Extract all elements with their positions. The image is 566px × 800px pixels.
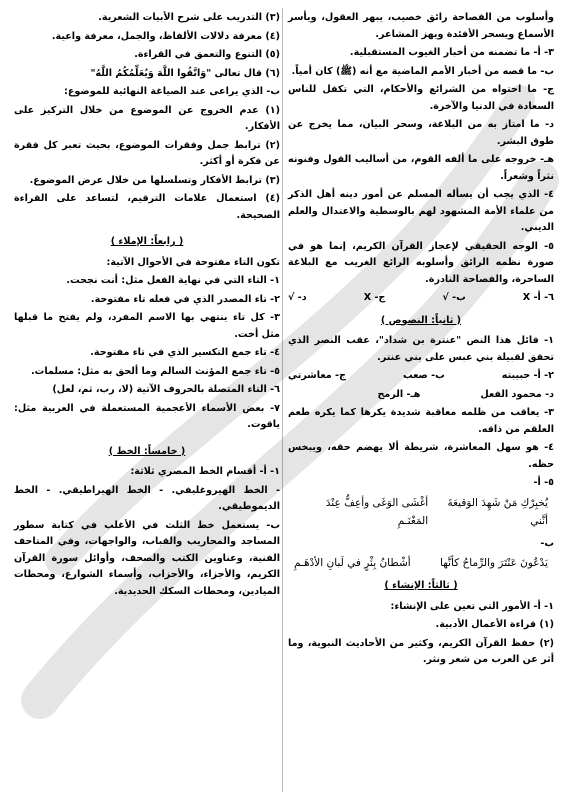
verse-1 [288,494,554,530]
s3-b1: (١) عدم الخروج عن الموضوع من خلال التركيز على الأفكار. [14,104,280,132]
s2-q3: ٣- يعاقب من ظلمه معاقبة شديدة يكرها كما يكره طعم العلقم من ذاقه. [288,407,554,435]
q6-c: ج- X [363,292,386,303]
q3d: د- ما امتاز به من البلاغة، وسحر البيان، مما يخرج عن طوق البشر. [288,119,554,147]
verse-2 [288,554,554,572]
s2-q4: ٤- هو سهل المعاشرة، شريطة ألا يهضم حقه، ويبخس حظه. [288,442,554,470]
section-heading-calligraphy: ( خامساً: الخط ) [108,445,186,457]
right-column [288,10,554,671]
s2-q5b-label: ب- [540,537,554,549]
s3-item6: (٦) قال تعالى "وَاتَّقُوا اللَّهَ وَيُعَلِّمُكُمُ اللَّهُ" [90,67,280,79]
s4-3: ٣- كل تاء ينتهي بها الاسم المفرد، ولم يفتح ما قبلها مثل أخت. [14,312,280,340]
s3-item5: (٥) التنوع والتعمق في القراءة. [134,49,280,60]
s2-q5-label: ٥- أ- [533,477,554,488]
s4-intro: تكون التاء مفتوحة في الأحوال الآتية: [106,256,280,268]
s2-q2-row2 [288,387,554,404]
verse-1-second-half: أغْشَى الوَغَى وأعِفُّ عِنْدَ المَغْنَـمِ [325,496,429,527]
section-heading-composition: ( ثالثاً: الإنشاء ) [384,580,458,592]
q3c: ج- ما احتواه من الشرائع والأحكام، التي تكفل للناس السعادة في الدنيا والآخرة. [288,84,554,112]
s4-6: ٦- التاء المتصلة بالحروف الآتية (لا، رب، ثم، لعل) [52,384,280,395]
q6-a: ٦- أ- X [522,292,554,303]
s5-a: ١- أ- أقسام الخط المصري ثلاثة: [130,466,280,477]
s4-7: ٧- بعض الأسماء الأعجمية المستعملة في العربية مثل: ياقوت. [14,402,280,430]
s3-b: ب- الذي يراعى عند الصياغة النهائية للموضوع: [64,86,280,97]
s4-1: ١- التاء التي في نهاية الفعل مثل: أنت نجحت. [66,275,280,286]
s4-4: ٤- تاء جمع التكسير الذي في تاء مفتوحة. [90,347,280,358]
verse-2-second-half: أشْطانُ بِئْرٍ في لَبانِ الأدْهَـمِ [294,557,411,570]
q3e: هـ- خروجه على ما ألفه القوم، من أساليب القول وفنونه نثراً وشعراً. [288,154,554,182]
verse-2-first-half: يَدْعُونَ عَنْتَرَ والرِّماحُ كأنَّها [440,557,548,570]
s5-b: ب- يستعمل خط الثلث في الأغلب في كتابة سطور المساجد والمحاريب والقباب، والواجهات، وفي المتاحف الفنية، وعناوين الكتب والصحف، وأوائل سورة القرآن الكريم، والأجزاء، والأحزاب، وأسماء الشوارع، ومحطات الميادين، ومحطات السكك الحديدية. [14,519,280,597]
section-heading-dictation: ( رابعاً: الإملاء ) [110,236,184,247]
s3-b4: (٤) استعمال علامات الترقيم، لتساعد على القراءة الصحيحة. [14,193,280,221]
s4-2: ٢- تاء المصدر الذي في فعله تاء مفتوحة. [90,293,280,305]
section-heading-texts: ( ثانياً: النصوص ) [380,314,462,326]
q3a: ٣- أ- ما تضمنه من أخبار الغيوب المستقبلية. [349,47,554,58]
s2-q2-row1 [288,368,554,385]
q4: ٤- الذي يجب أن يسأله المسلم عن أمور دينه أهل الذكر من علماء الأمة المشهود لهم بالوسطية والاعتدال والعلم الديني. [288,189,554,233]
s3-q1: ١- أ- الأمور التي تعين على الإنشاء: [390,600,554,612]
s3-b2: (٢) ترابط جمل وفقرات الموضوع، بحيث تعبر كل فقرة عن فكرة أو أكثر. [14,139,280,167]
column-divider [282,8,283,792]
s3-b3: (٣) ترابط الأفكار وتسلسلها من خلال عرض الموضوع. [29,174,280,186]
s2-q2-a: ٢- أ- حبيبته [501,370,554,381]
s3-item1: (١) قراءة الأعمال الأدبية. [435,619,554,631]
s2-q2-c: ج- معاشرتي [288,370,346,381]
s4-5: ٥- تاء جمع المؤنث السالم وما ألحق به مثل: مسلمات. [31,365,280,377]
q5: ٥- الوجه الحقيقي لإعجاز القرآن الكريم، إنما هو في صورة نظمه الرائق وأسلوبه الرائع الغريب مع البلاغة الساحرة، والفصاحة النادرة. [288,240,554,285]
q6-answers [288,290,554,307]
q6-b: ب- √ [442,292,466,303]
verse-1-first-half: يُخبِرْكِ مَنْ شَهِدَ الوَقيعَةَ أنَّني [447,496,548,527]
s2-q2-b: ب- صعب [402,370,445,381]
left-column [14,10,280,602]
s2-q1: ١- قائل هذا النص "عنترة بن شداد"، عقب النصر الذي تحقق لقبيلة بني عبس على بني عنتر. [288,335,554,363]
intro-paragraph: وأسلوب من الفصاحة رائق خصيب، يبهر العقول، ويأسر الأسماع ويسحر الأفئدة ويهز المشاعر. [288,12,554,40]
s3-item4: (٤) معرفة دلالات الألفاظ، والجمل، معرفة واعية. [51,30,280,42]
s3-item2: (٢) حفظ القرآن الكريم، وكثير من الأحاديث النبوية، وما أثر عن العرب من شعر ونثر. [288,637,554,666]
s5-a-items: - الخط الهيروغليفي. - الخط الهيراطيقي. - الخط الديموطيقي. [14,484,280,512]
q6-d: د- √ [288,292,307,303]
q3b: ب- ما قصه من أخبار الأمم الماضية مع أنه (ﷺ) كان أمياً. [291,65,554,77]
s2-q2-e: هـ- الرمح [377,388,421,400]
s2-q2-d: د- محمود الفعل [480,388,554,400]
s3-item3: (٣) التدريب على شرح الأبيات الشعرية. [98,12,280,23]
